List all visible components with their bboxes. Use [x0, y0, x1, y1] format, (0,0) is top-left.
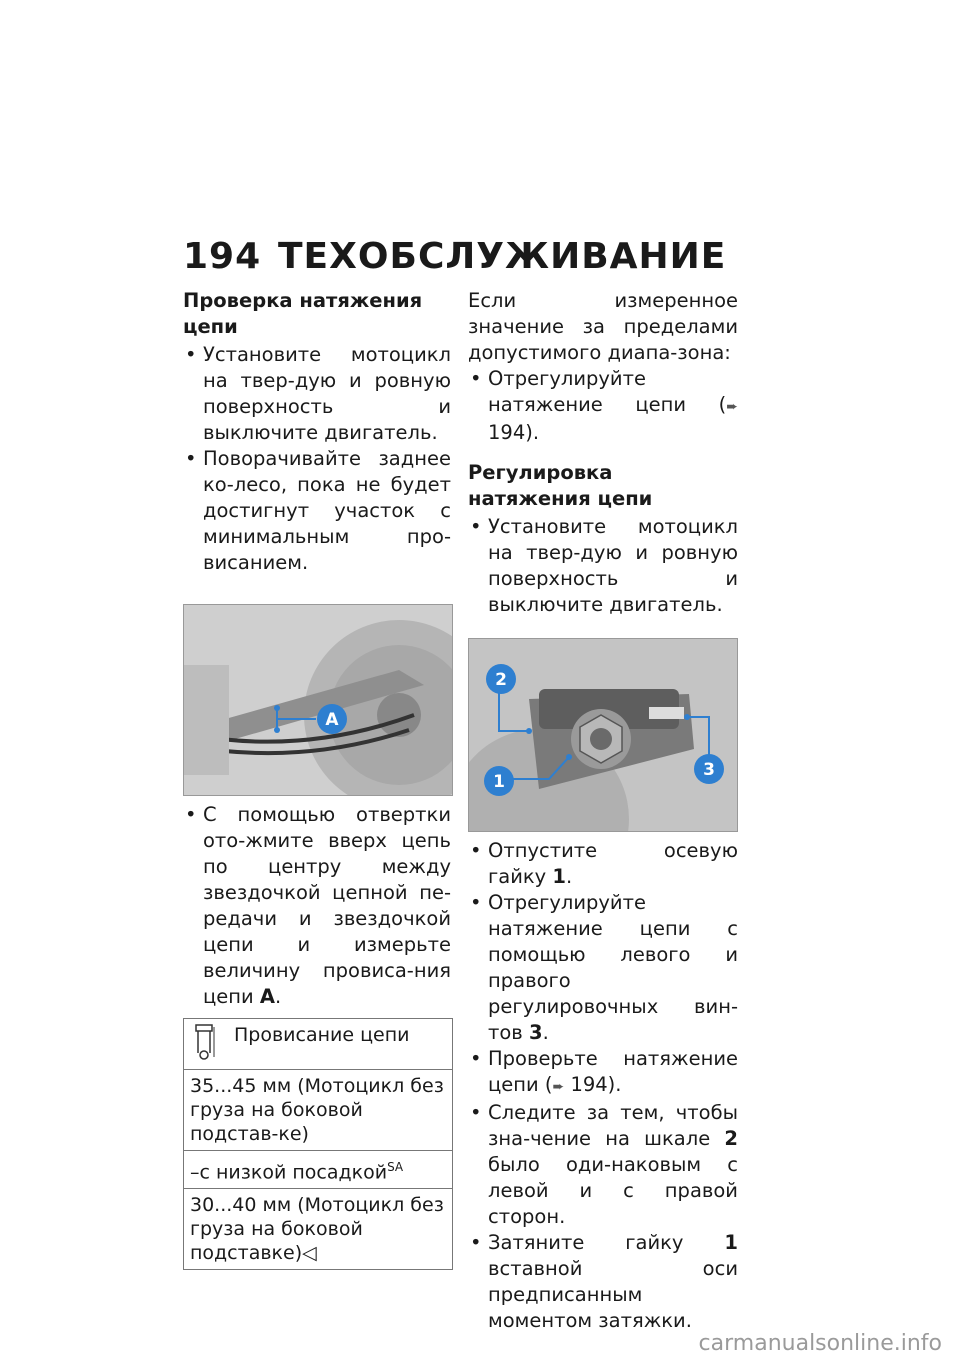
section-title: ТЕХОБСЛУЖИВАНИЕ — [278, 236, 727, 277]
bullet-item: • С помощью отвертки ото-жмите вверх цепь по центру между звездочкой цепной пе-редачи и звездочкой цепи и измерьте величину провиса-ния цепи A. — [185, 803, 451, 1008]
page-number: 194 — [183, 236, 262, 277]
spec-value-standard: 35...45 мм (Мотоцикл без груза на боковой подстав-ке) — [184, 1070, 452, 1151]
spec-header — [184, 1019, 452, 1070]
step-item: • Затяните гайку 1 вставной оси предписанным моментом затяжки. — [470, 1231, 738, 1332]
svg-text:1: 1 — [493, 772, 505, 792]
spec-title: Провисание цепи — [234, 1024, 410, 1046]
watermark: carmanualsonline.info — [698, 1331, 942, 1356]
bullet-item: • Установите мотоцикл на твер-дую и ровную поверхность и выключите двигатель. — [470, 515, 738, 616]
heading-check-tension: Проверка натяжения цепи — [183, 289, 423, 338]
spec-value-low: 30...40 мм (Мотоцикл без груза на боковой подставке)◁ — [190, 1194, 444, 1265]
page-header — [183, 236, 726, 277]
arrow-right-icon: ➨ — [726, 399, 738, 415]
arrow-right-icon: ➨ — [552, 1079, 565, 1095]
step-item: • Следите за тем, чтобы зна-чение на шкале 2 было оди-наковым с левой и с правой сторон. — [470, 1101, 738, 1228]
callout-a-label: A — [325, 710, 339, 730]
svg-text:2: 2 — [495, 670, 507, 690]
step-item: • Отпустите осевую гайку 1. — [470, 839, 738, 888]
chain-photo — [183, 604, 453, 796]
svg-text:3: 3 — [703, 760, 715, 780]
spec-table — [183, 1018, 453, 1270]
right-column — [468, 288, 738, 1334]
step-item: • Проверьте натяжение цепи (➨ 194). — [470, 1047, 738, 1096]
gauge-icon — [190, 1023, 234, 1067]
bullet-item: • Установите мотоцикл на твер-дую и ровную поверхность и выключите двигатель. — [185, 343, 451, 444]
bullet-item: • Отрегулируйте натяжение цепи (➨ 194). — [470, 367, 738, 444]
adjuster-photo — [468, 638, 738, 832]
steps-list — [468, 838, 738, 1334]
intro-text: Если измеренное значение за пределами допустимого диапа-зона: — [468, 289, 738, 364]
left-column — [183, 288, 451, 1270]
step-item: • Отрегулируйте натяжение цепи с помощью левого и правого регулировочных вин-тов 3. — [470, 891, 738, 1044]
bullet-item: • Поворачивайте заднее ко-лесо, пока не будет достигнут участок с минимальным про-висанием. — [185, 447, 451, 574]
heading-adjust-tension: Регулировка натяжения цепи — [468, 461, 653, 510]
spec-condition: –с низкой посадкой$^{SA}$ — [184, 1151, 452, 1189]
